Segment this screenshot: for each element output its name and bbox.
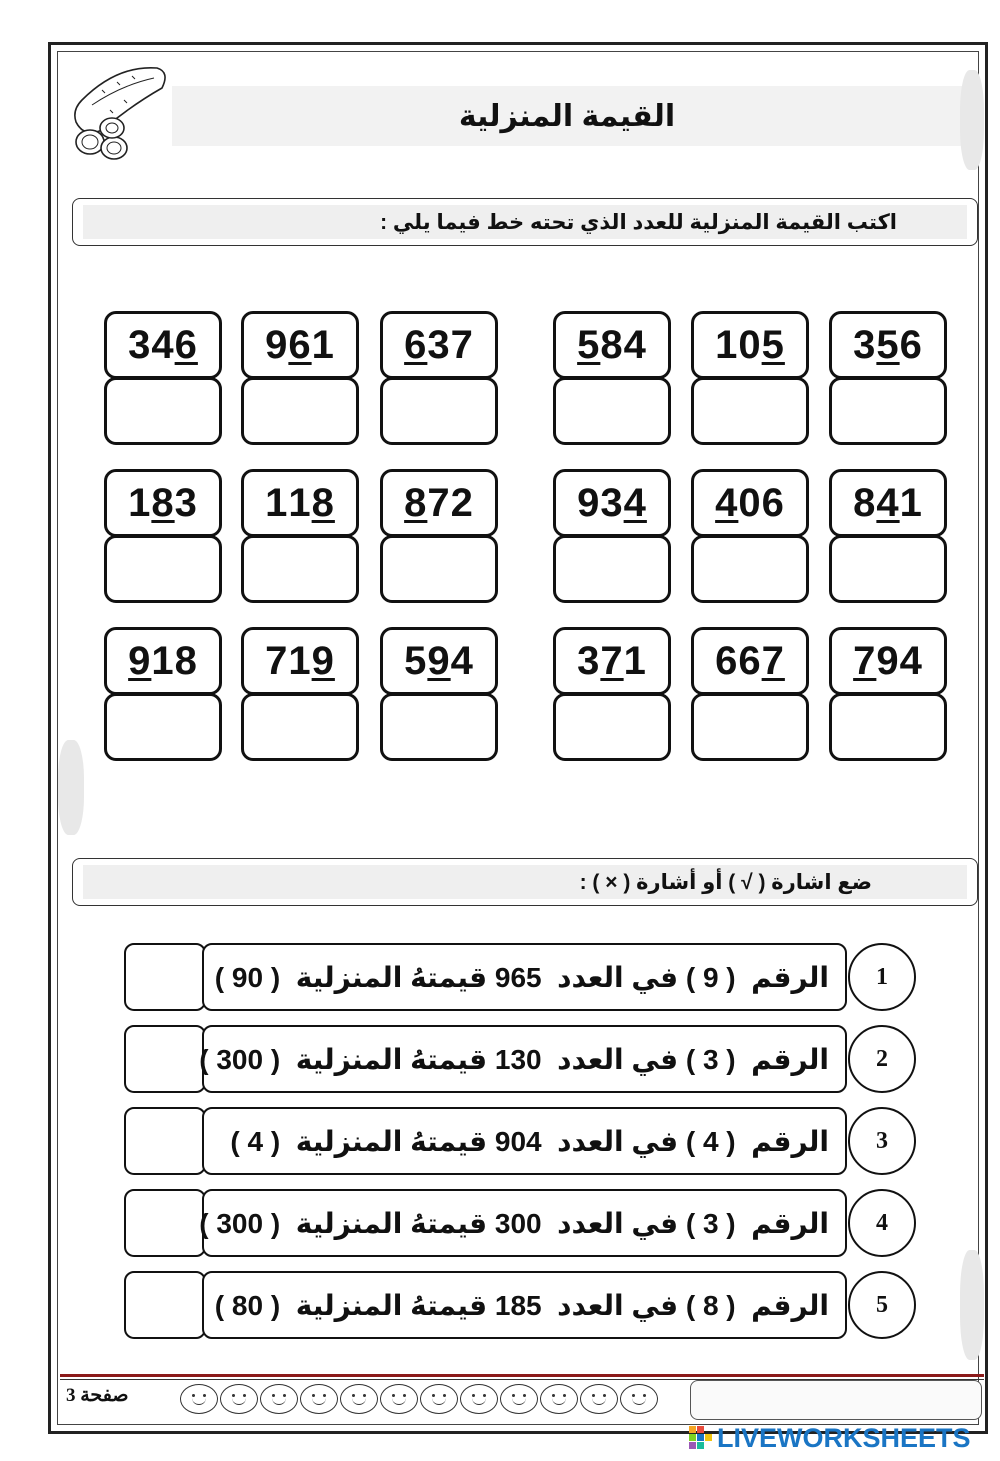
smiley-face-icon xyxy=(540,1384,578,1414)
number-cell xyxy=(241,627,359,761)
answer-box[interactable] xyxy=(829,693,947,761)
student-name-box xyxy=(690,1380,982,1420)
answer-box[interactable] xyxy=(691,377,809,445)
digit: 6 xyxy=(899,322,923,367)
number-box xyxy=(553,627,671,695)
statement-number-badge: 5 xyxy=(848,1271,916,1339)
liveworksheets-mark-icon xyxy=(688,1425,714,1451)
scan-smudge xyxy=(960,70,984,170)
smiley-face-icon xyxy=(500,1384,538,1414)
statement-box xyxy=(199,1189,847,1257)
smiley-face-icon xyxy=(220,1384,258,1414)
scan-smudge xyxy=(960,1250,984,1360)
digit: 3 xyxy=(600,480,624,525)
digit: 8 xyxy=(853,480,877,525)
statement-text: الرقم ( 8 ) في العدد 185 قيمتهُ المنزلية ( 80 ) xyxy=(214,1289,829,1321)
statement-box xyxy=(199,1025,847,1093)
digit: 3 xyxy=(128,322,152,367)
digit: 1 xyxy=(288,480,312,525)
number-box xyxy=(380,311,498,379)
digit: 3 xyxy=(577,638,601,683)
statement-box xyxy=(202,943,847,1011)
number-cell xyxy=(829,627,947,761)
underlined-digit: 5 xyxy=(577,322,601,367)
number-cell xyxy=(380,627,498,761)
underlined-digit: 9 xyxy=(128,638,152,683)
digit: 9 xyxy=(265,322,289,367)
digit: 1 xyxy=(311,322,335,367)
digit: 1 xyxy=(265,480,289,525)
digit: 4 xyxy=(899,638,923,683)
digit: 1 xyxy=(288,638,312,683)
answer-box[interactable] xyxy=(829,535,947,603)
number-box xyxy=(553,311,671,379)
smiley-face-icon xyxy=(580,1384,618,1414)
number-cell xyxy=(691,311,809,445)
digit: 1 xyxy=(899,480,923,525)
page-number-label: صفحة 3 xyxy=(66,1385,129,1406)
underlined-digit: 8 xyxy=(151,480,175,525)
instruction-fill-2 xyxy=(83,865,967,899)
number-cell xyxy=(380,469,498,603)
statement-row xyxy=(124,1107,918,1177)
digit: 1 xyxy=(128,480,152,525)
digit: 4 xyxy=(623,322,647,367)
smiley-face-icon xyxy=(380,1384,418,1414)
answer-box[interactable] xyxy=(829,377,947,445)
underlined-digit: 6 xyxy=(174,322,198,367)
number-box xyxy=(380,469,498,537)
footer-divider xyxy=(60,1374,984,1377)
answer-box[interactable] xyxy=(380,693,498,761)
statement-number-badge: 1 xyxy=(848,943,916,1011)
underlined-digit: 6 xyxy=(404,322,428,367)
instruction-box-1 xyxy=(72,198,978,246)
underlined-digit: 7 xyxy=(853,638,877,683)
number-box xyxy=(691,311,809,379)
number-cell xyxy=(104,627,222,761)
underlined-digit: 4 xyxy=(623,480,647,525)
title-band xyxy=(172,86,962,146)
answer-box[interactable] xyxy=(241,535,359,603)
number-cell xyxy=(241,311,359,445)
number-box xyxy=(104,311,222,379)
number-box xyxy=(691,627,809,695)
digit: 6 xyxy=(715,638,739,683)
underlined-digit: 5 xyxy=(761,322,785,367)
number-cell xyxy=(241,469,359,603)
statement-text: الرقم ( 9 ) في العدد 965 قيمتهُ المنزلية ( 90 ) xyxy=(214,961,829,993)
smiley-face-icon xyxy=(460,1384,498,1414)
digit: 1 xyxy=(715,322,739,367)
smiley-face-icon xyxy=(620,1384,658,1414)
statement-number-badge: 3 xyxy=(848,1107,916,1175)
smiley-face-icon xyxy=(180,1384,218,1414)
answer-box[interactable] xyxy=(553,535,671,603)
digit: 8 xyxy=(174,638,198,683)
answer-checkbox[interactable] xyxy=(124,1271,206,1339)
underlined-digit: 9 xyxy=(427,638,451,683)
number-box xyxy=(691,469,809,537)
answer-box[interactable] xyxy=(691,535,809,603)
answer-checkbox[interactable] xyxy=(124,943,206,1011)
statement-box xyxy=(202,1107,847,1175)
instruction-fill-1 xyxy=(83,205,967,239)
digit: 3 xyxy=(853,322,877,367)
number-box xyxy=(553,469,671,537)
digit: 0 xyxy=(738,480,762,525)
number-cell xyxy=(104,311,222,445)
digit: 8 xyxy=(600,322,624,367)
statement-number-badge: 4 xyxy=(848,1189,916,1257)
digit: 0 xyxy=(738,322,762,367)
underlined-digit: 6 xyxy=(288,322,312,367)
underlined-digit: 9 xyxy=(311,638,335,683)
number-box xyxy=(104,627,222,695)
underlined-digit: 5 xyxy=(876,322,900,367)
liveworksheets-logo xyxy=(688,1422,971,1454)
digit: 3 xyxy=(174,480,198,525)
number-box xyxy=(829,469,947,537)
digit: 4 xyxy=(151,322,175,367)
statement-row xyxy=(124,1025,918,1095)
answer-box[interactable] xyxy=(553,693,671,761)
number-cell xyxy=(691,627,809,761)
statement-text: الرقم ( 3 ) في العدد 130 قيمتهُ المنزلية ( 300 ) xyxy=(199,1043,829,1075)
digit: 6 xyxy=(738,638,762,683)
instruction-text-1: اكتب القيمة المنزلية للعدد الذي تحته خط فيما يلي : xyxy=(380,210,897,234)
digit: 3 xyxy=(427,322,451,367)
underlined-digit: 7 xyxy=(761,638,785,683)
number-box xyxy=(829,311,947,379)
number-cell xyxy=(829,311,947,445)
instruction-box-2 xyxy=(72,858,978,906)
number-cell xyxy=(104,469,222,603)
number-cell xyxy=(553,469,671,603)
answer-box[interactable] xyxy=(691,693,809,761)
number-box xyxy=(241,627,359,695)
number-box xyxy=(241,311,359,379)
number-cell xyxy=(553,311,671,445)
number-cell xyxy=(553,627,671,761)
digit: 9 xyxy=(876,638,900,683)
statement-box xyxy=(202,1271,847,1339)
digit: 5 xyxy=(404,638,428,683)
statement-text: الرقم ( 4 ) في العدد 904 قيمتهُ المنزلية ( 4 ) xyxy=(230,1125,829,1157)
smiley-face-icon xyxy=(260,1384,298,1414)
answer-checkbox[interactable] xyxy=(124,1025,206,1093)
answer-box[interactable] xyxy=(553,377,671,445)
answer-checkbox[interactable] xyxy=(124,1189,206,1257)
page-title: القيمة المنزلية xyxy=(458,99,676,133)
statement-text: الرقم ( 3 ) في العدد 300 قيمتهُ المنزلية ( 300 ) xyxy=(199,1207,829,1239)
answer-box[interactable] xyxy=(380,377,498,445)
number-box xyxy=(104,469,222,537)
statement-row xyxy=(124,943,918,1013)
smiley-face-icon xyxy=(420,1384,458,1414)
digit: 9 xyxy=(577,480,601,525)
answer-checkbox[interactable] xyxy=(124,1107,206,1175)
digit: 4 xyxy=(450,638,474,683)
digit: 2 xyxy=(450,480,474,525)
liveworksheets-wordmark: LIVEWORKSHEETS xyxy=(717,1422,971,1453)
digit: 7 xyxy=(450,322,474,367)
answer-box[interactable] xyxy=(241,377,359,445)
digit: 7 xyxy=(265,638,289,683)
digit: 1 xyxy=(623,638,647,683)
underlined-digit: 4 xyxy=(715,480,739,525)
digit: 1 xyxy=(151,638,175,683)
digit: 7 xyxy=(427,480,451,525)
number-cell xyxy=(829,469,947,603)
instruction-text-2: ضع اشارة ( √ ) أو أشارة ( × ) : xyxy=(579,870,872,894)
number-box xyxy=(380,627,498,695)
number-cell xyxy=(691,469,809,603)
digit: 6 xyxy=(761,480,785,525)
statement-row xyxy=(124,1271,918,1341)
answer-box[interactable] xyxy=(380,535,498,603)
answer-box[interactable] xyxy=(241,693,359,761)
answer-box[interactable] xyxy=(104,693,222,761)
number-box xyxy=(241,469,359,537)
underlined-digit: 8 xyxy=(311,480,335,525)
smiley-rating-row xyxy=(180,1384,680,1416)
smiley-face-icon xyxy=(300,1384,338,1414)
underlined-digit: 7 xyxy=(600,638,624,683)
underlined-digit: 8 xyxy=(404,480,428,525)
statement-number-badge: 2 xyxy=(848,1025,916,1093)
number-cell xyxy=(380,311,498,445)
smiley-face-icon xyxy=(340,1384,378,1414)
scan-smudge xyxy=(58,740,84,835)
underlined-digit: 4 xyxy=(876,480,900,525)
statement-row xyxy=(124,1189,918,1259)
answer-box[interactable] xyxy=(104,377,222,445)
cucumber-illustration xyxy=(62,60,174,164)
number-box xyxy=(829,627,947,695)
answer-box[interactable] xyxy=(104,535,222,603)
